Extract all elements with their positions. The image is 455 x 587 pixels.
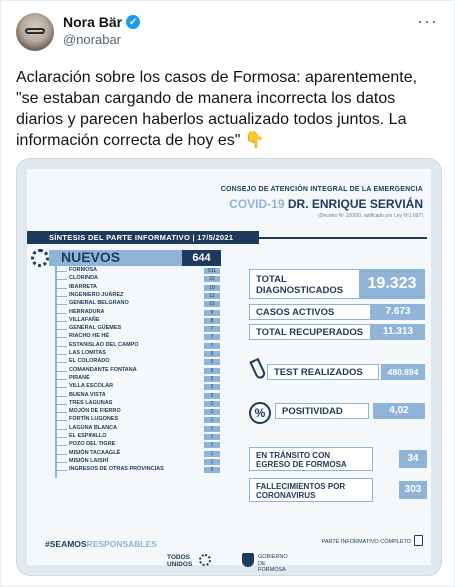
tree-branch (55, 321, 67, 322)
fallecimientos-value: 303 (399, 481, 427, 499)
en-transito-label: EN TRÁNSITO CON EGRESO DE FORMOSA (249, 447, 373, 471)
total-recuperados-label: TOTAL RECUPERADOS (249, 324, 371, 340)
location-row (55, 434, 220, 441)
location-row (55, 359, 220, 366)
location-value: 1 (204, 442, 220, 448)
test-realizados-value: 480.894 (381, 364, 425, 380)
footer-formosa: FORMOSA (258, 567, 286, 573)
location-value: 1 (204, 434, 220, 440)
total-diagnosticados-value: 19.323 (359, 269, 425, 299)
location-value: 22 (204, 276, 220, 282)
tweet-text: Aclaración sobre los casos de Formosa: aparentemente, "se estaban cargando de manera incorrecta los datos diarios y parecen haberlos actualizado todos juntos. La información correcta de hoy es" 👇 (16, 69, 418, 149)
more-horizontal-icon[interactable]: ··· (417, 11, 438, 31)
location-value: 9 (204, 310, 220, 316)
location-name: LAGUNA BLANCA (69, 424, 118, 431)
tree-branch (55, 437, 67, 438)
location-row (55, 285, 220, 292)
tree-branch (55, 454, 67, 455)
location-value: 1 (204, 451, 220, 457)
casos-activos-label: CASOS ACTIVOS (249, 304, 371, 320)
tree-branch (55, 445, 67, 446)
location-name: PIRANÉ (69, 374, 90, 381)
shield-icon (242, 553, 254, 567)
location-name: IBARRETA (69, 283, 98, 290)
author-handle[interactable]: @norabar (63, 32, 122, 47)
tree-branch (55, 470, 67, 471)
test-tube-icon (249, 358, 267, 380)
location-row (55, 376, 220, 383)
location-value: 19 (204, 285, 220, 291)
location-row (55, 293, 220, 300)
location-value: 11 (204, 301, 220, 307)
hashtag-text (45, 539, 157, 549)
total-diagnosticados-label: TOTAL DIAGNOSTICADOS (249, 269, 361, 299)
location-row (55, 301, 220, 308)
location-name: HERRADURA (69, 308, 105, 315)
location-name: INGRESOS DE OTRAS PROVINCIAS (69, 466, 164, 473)
virus-icon (31, 249, 49, 267)
casos-activos-value: 7.673 (371, 304, 425, 320)
footer-unidos: UNIDOS (167, 561, 193, 568)
location-row (55, 310, 220, 317)
location-name: CLORINDA (69, 275, 99, 282)
location-name: MISIÓN LAISHÍ (69, 457, 109, 464)
location-value: 2 (204, 409, 220, 415)
location-name: ESTANISLAO DEL CAMPO (69, 341, 139, 348)
nuevos-label: NUEVOS (61, 249, 121, 265)
location-value: 511 (204, 268, 220, 274)
location-name: GENERAL BELGRANO (69, 300, 129, 307)
report-infographic (27, 169, 431, 573)
location-row (55, 459, 220, 466)
location-value: 3 (204, 393, 220, 399)
en-transito-value: 34 (399, 450, 427, 468)
location-name: RIACHO HE HÉ (69, 333, 110, 340)
location-name: MOJÓN DE FIERRO (69, 408, 121, 415)
report-header-council: CONSEJO DE ATENCIÓN INTEGRAL DE LA EMERGENCIA (220, 186, 423, 193)
tree-branch (55, 271, 67, 272)
tree-branch (55, 362, 67, 363)
location-value: 3 (204, 384, 220, 390)
location-value: 3 (204, 467, 220, 473)
location-name: LAS LOMITAS (69, 350, 106, 356)
location-row (55, 384, 220, 391)
tree-branch (55, 337, 67, 338)
location-row (55, 334, 220, 341)
location-value: 5 (204, 351, 220, 357)
location-value: 5 (204, 359, 220, 365)
positividad-value: 4,02 (373, 403, 425, 419)
location-row (55, 393, 220, 400)
hashtag-seamos: #SEAMOS (45, 539, 87, 549)
location-name: BUENA VISTA (69, 391, 106, 398)
location-row (55, 442, 220, 449)
tree-branch (55, 379, 67, 380)
location-value: 11 (204, 293, 220, 299)
location-row (55, 401, 220, 408)
sintesis-banner: SÍNTESIS DEL PARTE INFORMATIVO | 17/5/2021 (27, 231, 259, 244)
location-row (55, 268, 220, 275)
footer-todos: TODOS (167, 554, 190, 561)
report-header-name: DR. ENRIQUE SERVIÁN (287, 197, 423, 211)
location-row (55, 318, 220, 325)
location-row (55, 276, 220, 283)
total-recuperados-value: 11.313 (371, 324, 425, 340)
positividad-label: POSITIVIDAD (275, 403, 369, 419)
location-value: 1 (204, 417, 220, 423)
location-row (55, 426, 220, 433)
footer-gobierno: GOBIERNO (258, 554, 288, 560)
report-header-covid: COVID-19 (229, 197, 285, 211)
location-value: 5 (204, 368, 220, 374)
location-name: POZO DEL TIGRE (69, 441, 116, 448)
tree-branch (55, 329, 67, 330)
location-value: 8 (204, 318, 220, 324)
location-value: 7 (204, 343, 220, 349)
tree-branch (55, 304, 67, 305)
location-value: 7 (204, 326, 220, 332)
location-value: 2 (204, 401, 220, 407)
report-header-decree: (Decreto Nº 100/20, ratificado por Ley Nº1.697) (318, 213, 423, 219)
hashtag-responsables: RESPONSABLES (86, 539, 157, 549)
location-name: EL COLORADO (69, 358, 110, 365)
tweet-media-image[interactable] (16, 158, 442, 576)
footer-de: DE (258, 560, 266, 567)
location-name: INGENIERO JUÁREZ (69, 291, 124, 298)
avatar-glasses (25, 28, 45, 34)
tree-branch (55, 420, 67, 421)
verified-badge-icon: ✓ (126, 15, 140, 29)
location-value: 3 (204, 376, 220, 382)
tree-branch (55, 288, 67, 289)
document-icon (414, 535, 423, 546)
tree-branch (55, 296, 67, 297)
location-value: 1 (204, 459, 220, 465)
percent-icon: % (249, 402, 271, 424)
tree-branch (55, 279, 67, 280)
author-avatar[interactable] (16, 13, 54, 51)
location-row (55, 368, 220, 375)
location-name: COMANDANTE FONTANA (69, 366, 137, 373)
location-name: VILLA ESCOLAR (69, 383, 114, 390)
location-row (55, 451, 220, 458)
location-value: 1 (204, 426, 220, 432)
tree-branch (55, 313, 67, 314)
location-name: TRES LAGUNAS (69, 399, 113, 406)
location-name: FORTÍN LUGONES (69, 416, 119, 423)
location-row (55, 351, 220, 358)
location-row (55, 417, 220, 424)
tree-branch (55, 396, 67, 397)
location-name: EL ESPINILLO (69, 433, 107, 439)
parte-completo-link: PARTE INFORMATIVO COMPLETO (321, 539, 411, 545)
tree-branch (55, 346, 67, 347)
location-row (55, 467, 220, 474)
dots-circle-icon (199, 554, 211, 566)
tree-branch (55, 387, 67, 388)
tree-branch (55, 354, 67, 355)
location-value: 7 (204, 334, 220, 340)
report-header-title (229, 197, 423, 211)
location-name: GENERAL GÜEMES (69, 325, 122, 332)
todos-unidos-logo (167, 554, 192, 568)
location-row (55, 343, 220, 350)
tree-branch (55, 462, 67, 463)
tree-branch (55, 429, 67, 430)
nuevos-value: 644 (182, 250, 221, 266)
tree-branch (55, 371, 67, 372)
test-realizados-label: TEST REALIZADOS (267, 364, 379, 380)
location-name: VILLAFAÑE (69, 316, 100, 323)
gobierno-formosa-logo (258, 554, 288, 574)
author-name[interactable]: Nora Bär (63, 14, 123, 30)
tree-branch (55, 404, 67, 405)
fallecimientos-label: FALLECIMIENTOS POR CORONAVIRUS (249, 478, 373, 502)
author-name-row (63, 14, 140, 30)
location-name: FORMOSA (69, 267, 98, 273)
location-name: MISIÓN TACAAGLÉ (69, 449, 121, 456)
tree-branch (55, 412, 67, 413)
sintesis-divider (259, 237, 427, 239)
